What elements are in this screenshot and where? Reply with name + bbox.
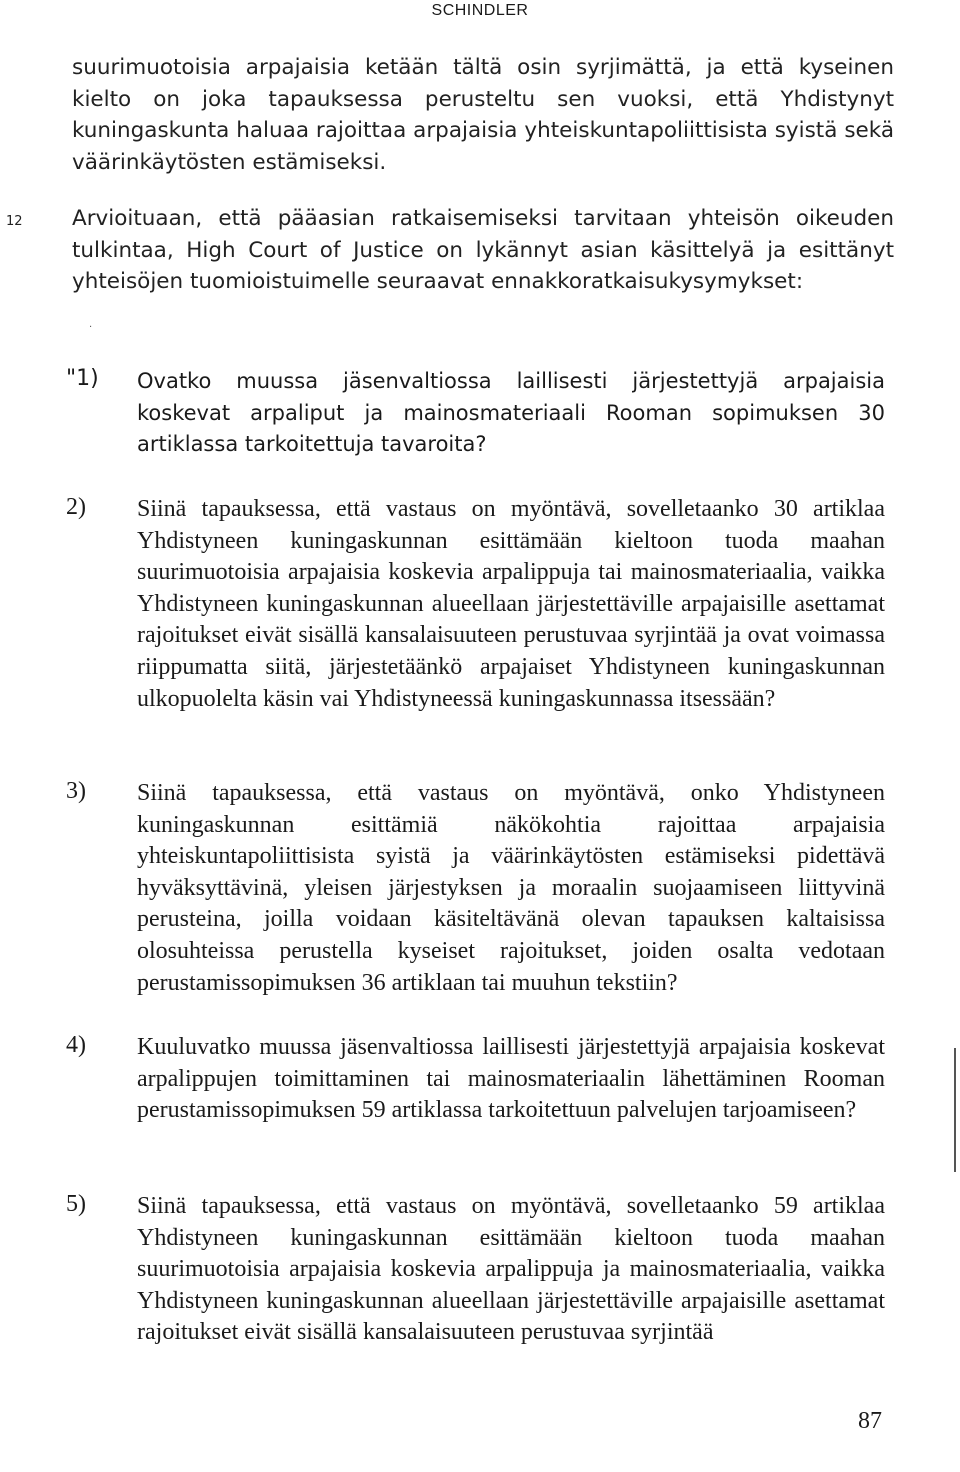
question-number: 2) bbox=[66, 494, 86, 520]
question-number: 4) bbox=[66, 1032, 86, 1058]
intro-paragraph: suurimuotoisia arpajaisia ketään tältä osin syrjimättä, ja että kyseinen kielto on joka tapauksessa perusteltu sen vuoksi, että Yhdistynyt kuningaskunta haluaa rajoittaa arpajaisia yhteiskuntapoliittisista syistä sekä väärinkäytösten estämiseksi. bbox=[72, 55, 894, 175]
page-number: 87 bbox=[858, 1408, 882, 1434]
question-number: 3) bbox=[66, 778, 86, 804]
question-number: 5) bbox=[66, 1191, 86, 1217]
question-text: Siinä tapauksessa, että vastaus on myöntävä, sovelletaanko 59 artiklaa Yhdistyneen kuningaskunnan esittämään kieltoon tuoda maahan suurimuotoisia arpajaisia koskevia arpalippuja ja mainosmateriaalia, vaikka Yhdistyneen kuningaskunnan alueellaan järjestettäville arpajaisille asettamat rajoitukset eivät sisällä kansalaisuuteen perustuvaa syrjintää bbox=[137, 1193, 885, 1346]
question-text: Siinä tapauksessa, että vastaus on myöntävä, onko Yhdistyneen kuningaskunnan esittämiä näkökohtia rajoittaa arpajaisia yhteiskuntapoliittisista syistä ja väärinkäytösten estämiseksi pidettävä hyväksyttävinä, yleisen järjestyksen ja moraalin suojaamiseen liittyvinä perusteina, joilla voidaan käsiteltävänä olevan tapauksen kaltaisissa olosuhteissa perustella kyseiset rajoitukset, joiden osalta vedotaan perustamissopimuksen 36 artiklaan tai muuhun tekstiin? bbox=[137, 780, 885, 996]
question-text: Ovatko muussa jäsenvaltiossa laillisesti järjestettyjä arpajaisia koskevat arpaliput ja mainosmateriaali Rooman sopimuksen 30 artiklassa tarkoitettuja tavaroita? bbox=[137, 369, 885, 456]
question-text: Siinä tapauksessa, että vastaus on myöntävä, sovelletaanko 30 artiklaa Yhdistyneen kuningaskunnan esittämään kieltoon tuoda maahan suurimuotoisia arpajaisia koskevia arpalippuja tai mainosmateriaalia, vaikka Yhdistyneen kuningaskunnan alueellaan järjestettäville arpajaisille asettamat rajoitukset eivät sisällä kansalaisuuteen perustuvaa syrjintää ja ovat voimassa riippumatta siitä, järjestetäänkö arpajaiset Yhdistyneen kuningaskunnan ulkopuolelta käsin vai Yhdistyneessä kuningaskunnassa itsessään? bbox=[137, 496, 885, 712]
running-header: SCHINDLER bbox=[431, 2, 529, 19]
margin-change-bar bbox=[954, 1048, 956, 1172]
question-number: "1) bbox=[66, 366, 99, 391]
scan-mark: · bbox=[89, 322, 93, 333]
paragraph-text: Arvioituaan, että pääasian ratkaisemiseksi tarvitaan yhteisön oikeuden tulkintaa, High Court of Justice on lykännyt asian käsittelyä ja esittänyt yhteisöjen tuomioistuimelle seuraavat ennakkoratkaisukysymykset: bbox=[72, 206, 894, 294]
question-text: Kuuluvatko muussa jäsenvaltiossa laillisesti järjestettyjä arpajaisia koskevat arpalippujen toimittaminen tai mainosmateriaalin lähettäminen Rooman perustamissopimuksen 59 artiklassa tarkoitettuun palvelujen tarjoamiseen? bbox=[137, 1034, 885, 1124]
paragraph-number: 12 bbox=[6, 214, 23, 229]
